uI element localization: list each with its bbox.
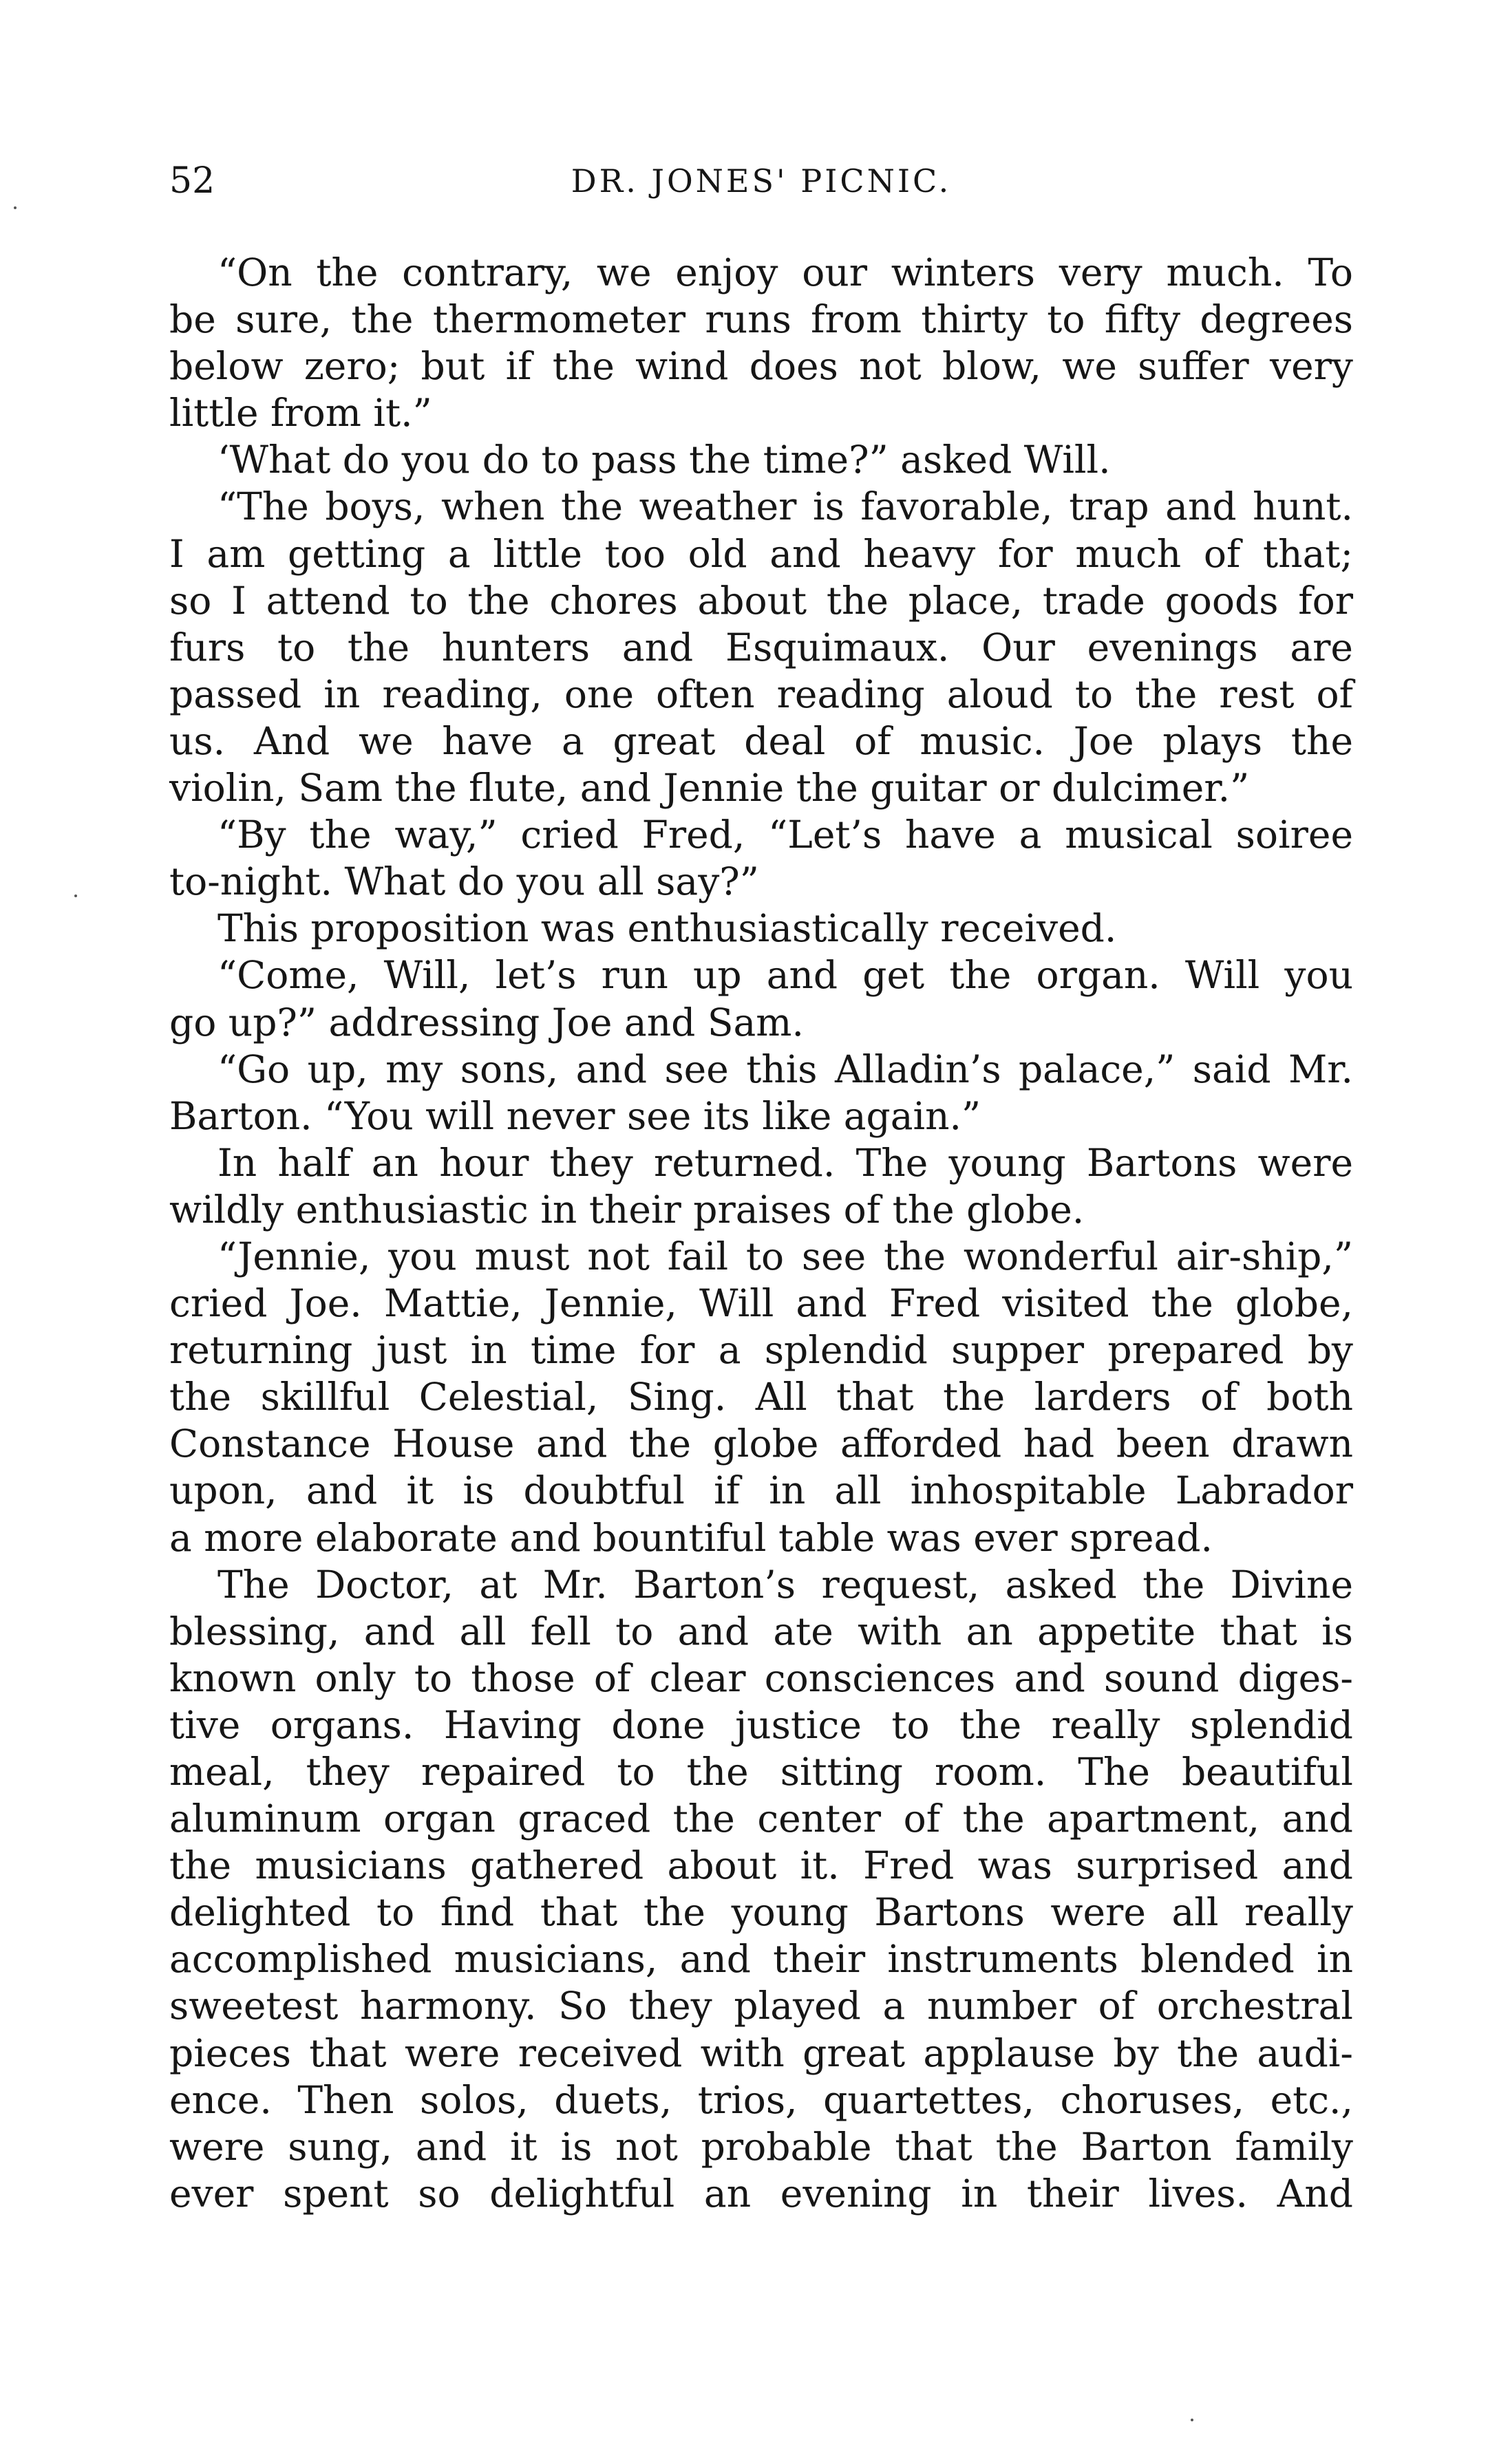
text-line: known only to those of clear consciences and sound diges- [169, 1656, 1353, 1700]
text-line: passed in reading, one often reading aloud to the rest of [169, 672, 1353, 716]
text-line: were sung, and it is not probable that the Barton family [169, 2124, 1353, 2169]
page-header [169, 150, 1353, 212]
body-text [169, 249, 1353, 2217]
text-line: a more elaborate and bountiful table was ever spread. [169, 1515, 1213, 1560]
text-line: ‘What do you do to pass the time?” asked Will. [217, 438, 1111, 482]
text-line: aluminum organ graced the center of the apartment, and [169, 1797, 1353, 1841]
text-line: “The boys, when the weather is favorable, trap and hunt. [217, 484, 1353, 529]
text-line: “Jennie, you must not fail to see the wonderful air-ship,” [217, 1234, 1353, 1278]
text-line: sweetest harmony. So they played a number of orchestral [169, 1984, 1353, 2028]
text-line: The Doctor, at Mr. Barton’s request, asked the Divine [217, 1562, 1353, 1607]
text-line: delighted to find that the young Bartons were all really [169, 1890, 1353, 1935]
text-line: cried Joe. Mattie, Jennie, Will and Fred visited the globe, [169, 1281, 1353, 1326]
text-line: This proposition was enthusiastically received. [217, 906, 1117, 951]
text-line: go up?” addressing Joe and Sam. [169, 1000, 804, 1044]
text-line: little from it.” [169, 391, 432, 436]
text-line: upon, and it is doubtful if in all inhospitable Labrador [169, 1468, 1353, 1513]
text-line: meal, they repaired to the sitting room. The beautiful [169, 1750, 1353, 1794]
text-line: “By the way,” cried Fred, “Let’s have a musical soiree [217, 813, 1353, 857]
text-line: pieces that were received with great applause by the audi- [169, 2031, 1353, 2075]
text-line: “On the contrary, we enjoy our winters very much. To [217, 250, 1353, 294]
text-line: the skillful Celestial, Sing. All that the larders of both [169, 1375, 1353, 1420]
text-line: Barton. “You will never see its like again.” [169, 1093, 981, 1138]
text-line: “Come, Will, let’s run up and get the organ. Will you [217, 953, 1353, 998]
text-line: furs to the hunters and Esquimaux. Our evenings are [169, 625, 1353, 669]
text-line: In half an hour they returned. The young Bartons were [217, 1140, 1353, 1185]
text-line: us. And we have a great deal of music. Joe plays the [169, 718, 1353, 763]
page-number: 52 [169, 160, 215, 202]
text-line: be sure, the thermometer runs from thirty to fifty degrees [169, 297, 1353, 342]
text-line: to-night. What do you all say?” [169, 859, 759, 904]
text-line: accomplished musicians, and their instruments blended in [169, 1937, 1353, 1982]
running-head: DR. JONES' PICNIC. [571, 162, 952, 200]
text-line: ence. Then solos, duets, trios, quartettes, choruses, etc., [169, 2077, 1353, 2122]
text-line: returning just in time for a splendid supper prepared by [169, 1328, 1353, 1373]
text-line: ever spent so delightful an evening in their lives. And [169, 2171, 1353, 2216]
text-line: below zero; but if the wind does not blow, we suffer very [169, 344, 1353, 389]
text-line: wildly enthusiastic in their praises of the globe. [169, 1187, 1085, 1232]
text-line: so I attend to the chores about the place, trade goods for [169, 578, 1353, 623]
text-line: I am getting a little too old and heavy for much of that; [169, 531, 1353, 576]
paper-speck [1191, 2419, 1193, 2421]
text-line: blessing, and all fell to and ate with an appetite that is [169, 1609, 1353, 1653]
text-line: tive organs. Having done justice to the really splendid [169, 1702, 1353, 1747]
text-line: violin, Sam the flute, and Jennie the guitar or dulcimer.” [169, 766, 1250, 811]
text-line: Constance House and the globe afforded had been drawn [169, 1422, 1353, 1466]
paper-speck [14, 206, 17, 209]
text-line: the musicians gathered about it. Fred was surprised and [169, 1843, 1353, 1888]
paper-speck [74, 894, 77, 897]
text-line: “Go up, my sons, and see this Alladin’s palace,” said Mr. [217, 1047, 1353, 1091]
